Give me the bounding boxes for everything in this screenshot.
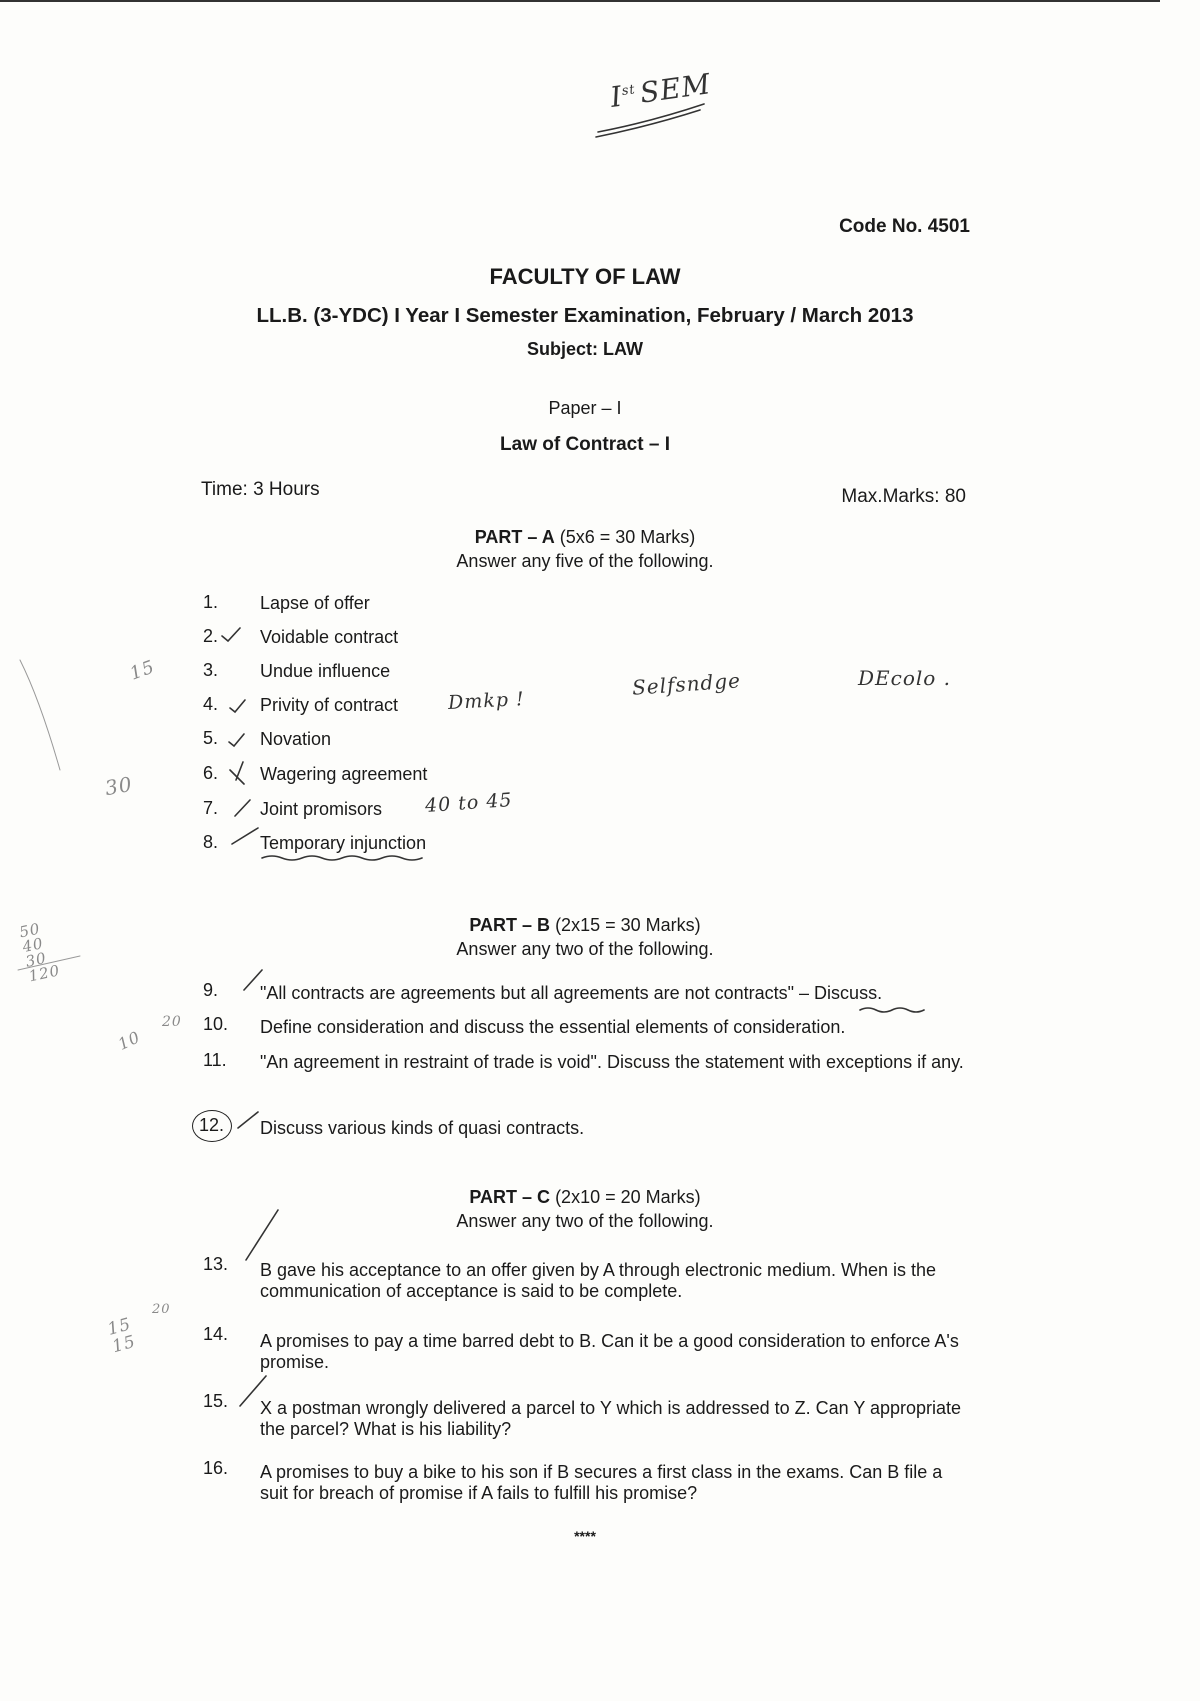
stamp-underline (596, 110, 700, 137)
part-a-marks: (5x6 = 30 Marks) (554, 527, 696, 547)
question-text: Wagering agreement (260, 764, 428, 784)
question-number: 7. (203, 798, 219, 818)
margin-mark: 30 (103, 771, 135, 801)
handwritten-note: 40 to 45 (424, 788, 514, 818)
max-marks: Max.Marks: 80 (841, 486, 966, 507)
part-c-label: PART – C (469, 1187, 551, 1207)
handwritten-note: Dmkp ! (447, 688, 526, 714)
faculty-title: FACULTY OF LAW (489, 264, 681, 289)
part-c-heading (0, 1187, 1170, 1208)
question-text: Lapse of offer (260, 593, 370, 613)
question-text: Temporary injunction (260, 833, 427, 853)
question-number: 12. (199, 1115, 225, 1135)
wavy-underline (860, 1008, 924, 1012)
question-number: 3. (203, 660, 219, 680)
margin-mark: 20 (152, 1302, 171, 1317)
part-b-heading (0, 915, 1170, 936)
code-number: Code No. 4501 (839, 216, 970, 237)
part-a-instruction: Answer any five of the following. (456, 551, 714, 571)
question-number: 15. (203, 1391, 229, 1411)
margin-mark: 10 (115, 1027, 144, 1054)
question-number: 10. (203, 1014, 229, 1034)
question-text: B gave his acceptance to an offer given by A through electronic medium. When is the communication of acceptance is said to be complete. (260, 1260, 937, 1301)
question-text: Define consideration and discuss the essential elements of consideration. (260, 1017, 846, 1037)
tick-mark (229, 734, 244, 746)
wavy-underline (262, 856, 422, 860)
tick-mark (230, 700, 245, 712)
question-text: Novation (260, 729, 332, 749)
exam-title: LL.B. (3-YDC) I Year I Semester Examination, February / March 2013 (256, 304, 914, 327)
question-text: A promises to buy a bike to his son if B secures a first class in the exams. Can B file a suit for breach of promise if A fails to fulfill his promise? (260, 1462, 943, 1503)
question-number: 8. (203, 832, 219, 852)
question-number: 2. (203, 626, 219, 646)
question-text: Undue influence (260, 661, 391, 681)
tick-mark (232, 828, 258, 844)
question-text: Joint promisors (260, 799, 383, 819)
paper-line: Paper – I (548, 398, 622, 418)
question-text: Discuss various kinds of quasi contracts. (260, 1118, 585, 1138)
cross-mark (230, 762, 244, 784)
question-number: 4. (203, 694, 219, 714)
question-text: Privity of contract (260, 695, 399, 715)
stamp-super: st (620, 82, 637, 100)
question-number: 13. (203, 1254, 229, 1274)
stamp-roman: I (608, 79, 625, 114)
handwritten-note: Selfsndge (631, 668, 742, 700)
margin-mark-column: 50 40 30 120 (17, 919, 62, 986)
question-text: A promises to pay a time barred debt to B. Can it be a good consideration to enforce A's promise. (260, 1331, 959, 1372)
question-text: "An agreement in restraint of trade is void". Discuss the statement with exceptions if any. (260, 1052, 964, 1072)
part-b-marks: (2x15 = 30 Marks) (550, 915, 701, 935)
margin-mark: 15 (127, 656, 158, 685)
question-number: 6. (203, 763, 219, 783)
subject-line: Subject: LAW (527, 339, 643, 359)
margin-mark-column: 15 15 (105, 1314, 139, 1358)
handwritten-note: DEcolo . (858, 666, 952, 690)
part-b-label: PART – B (469, 915, 551, 935)
question-number: 11. (203, 1050, 227, 1070)
question-number: 9. (203, 980, 219, 1000)
question-text: Voidable contract (260, 627, 399, 647)
question-number: 14. (203, 1324, 229, 1344)
tick-mark (235, 800, 250, 816)
question-text: X a postman wrongly delivered a parcel to Y which is addressed to Z. Can Y appropriate the parcel? What is his liability? (260, 1398, 962, 1439)
tick-mark (238, 1112, 258, 1128)
end-of-paper-stars: **** (574, 1528, 596, 1544)
course-title: Law of Contract – I (500, 434, 670, 455)
part-c-instruction: Answer any two of the following. (456, 1211, 714, 1231)
question-number: 1. (203, 592, 219, 612)
handwritten-semester-stamp (608, 67, 713, 114)
question-number: 5. (203, 728, 219, 748)
part-a-heading (0, 527, 1170, 548)
part-c-marks: (2x10 = 20 Marks) (550, 1187, 701, 1207)
question-number: 16. (203, 1458, 229, 1478)
margin-mark: 20 (162, 1014, 182, 1030)
stamp-sem: SEM (637, 67, 714, 110)
top-edge-rule (0, 0, 1160, 2)
question-text: "All contracts are agreements but all agreements are not contracts" – Discuss. (260, 983, 883, 1003)
part-b-instruction: Answer any two of the following. (456, 939, 714, 959)
margin-scribble (20, 660, 60, 770)
time-allowed: Time: 3 Hours (201, 479, 320, 500)
tick-mark (222, 628, 240, 641)
part-a-label: PART – A (474, 527, 555, 547)
